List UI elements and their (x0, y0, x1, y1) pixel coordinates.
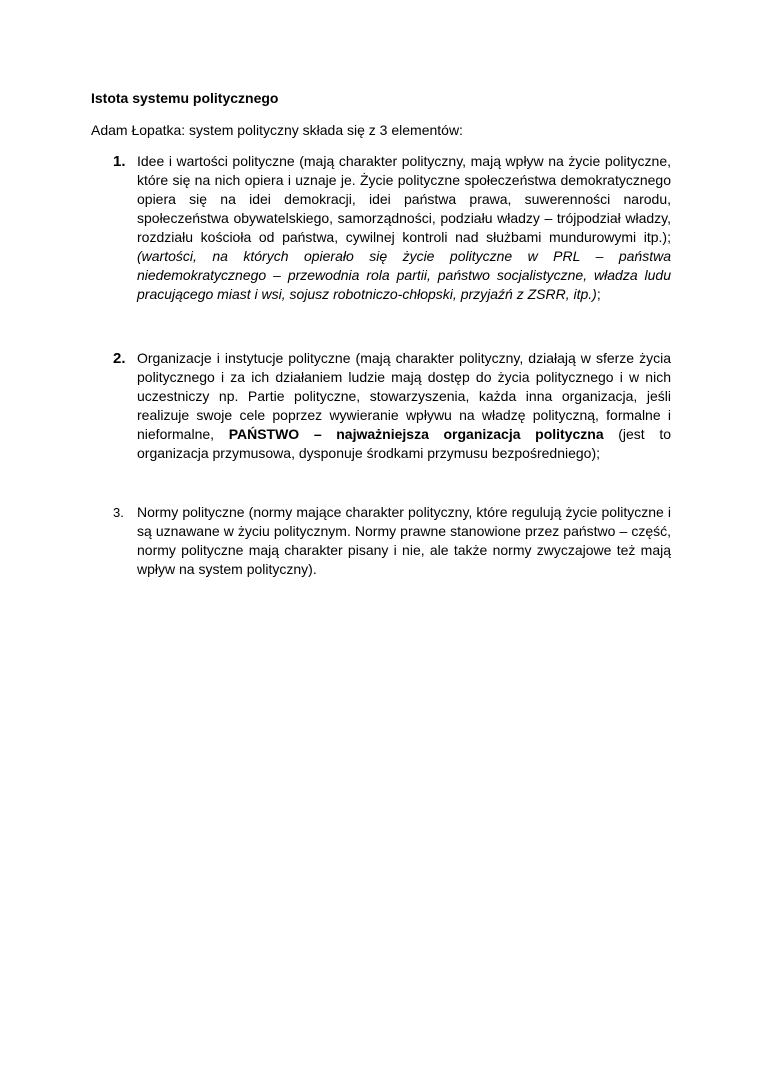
list-item-text: Normy polityczne (normy mające charakter polityczny, które regulują życie polityczne i są uznawane w życiu politycznym. Normy prawne stanowione przez państwo – część, normy polityczne mają charakter pisany i nie, ale także normy zwyczajowe też mają wpływ na system polityczny). (137, 504, 671, 577)
list-item-tail: ; (596, 286, 601, 302)
intro-paragraph: Adam Łopatka: system polityczny składa się z 3 elementów: (91, 122, 463, 138)
list-item (91, 349, 671, 463)
document-title: Istota systemu politycznego (91, 90, 279, 106)
document-page (91, 88, 671, 579)
list-item-number: 3. (113, 505, 124, 520)
list-item (91, 503, 671, 579)
list-item-text: Organizacje i instytucje polityczne (mają charakter polityczny, działają w sferze życia politycznego i za ich działaniem ludzie mają dostęp do życia politycznego i w nich uczestniczy np. Partie polityczne, stowarzyszenia, każda inna organizacja, jeśli realizuje swoje cele poprzez wywieranie wpływu na władzę polityczną, formalne i nieformalne, (137, 350, 671, 442)
list-item (91, 152, 671, 304)
list-item-italic-text: (wartości, na których opierało się życie polityczne w PRL – państwa niedemokratycznego – przewodnia rola partii, państwo socjalistyczne, władza ludu pracującego miast i wsi, sojusz robotniczo-chłopski, przyjaźń z ZSRR, itp.) (137, 248, 671, 302)
list-item-number: 2. (113, 350, 126, 367)
list-item-text: Idee i wartości polityczne (mają charakter polityczny, mają wpływ na życie polityczne, które się na nich opiera i uznaje je. Życie polityczne społeczeństwa demokratycznego opiera się na idei demokracji, idei państwa prawa, suwerenności narodu, społeczeństwa obywatelskiego, samorządności, podziału władzy – trójpodział władzy, rozdziału kościoła od państwa, cywilnej kontroli nad służbami mundurowymi itp.); (137, 153, 671, 245)
list-item-tail: (jest to organizacja przymusowa, dysponuje środkami przymusu bezpośredniego); (137, 426, 672, 461)
list-item-bold-text: PAŃSTWO – najważniejsza organizacja polityczna (228, 426, 604, 442)
list-item-number: 1. (113, 153, 126, 170)
